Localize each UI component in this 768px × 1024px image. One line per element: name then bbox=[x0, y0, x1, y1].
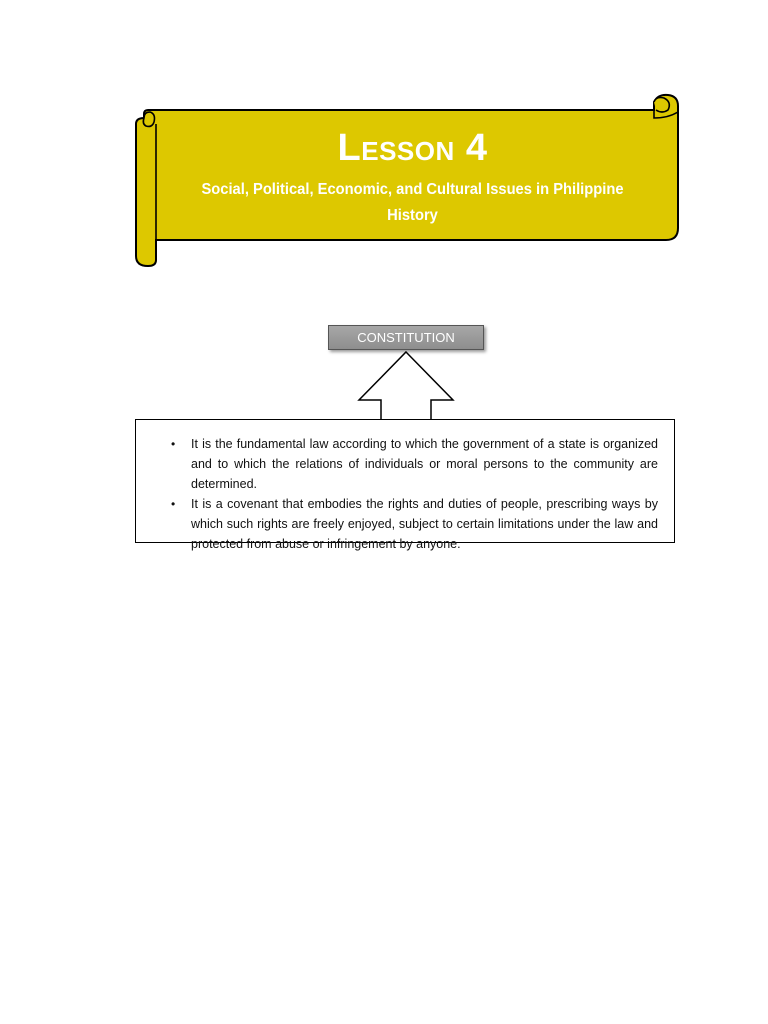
banner-text bbox=[160, 122, 665, 229]
definition-list bbox=[136, 420, 674, 554]
lesson-subtitle: Social, Political, Economic, and Cultural Issues in Philippine History bbox=[201, 181, 624, 224]
lesson-number: 4 bbox=[465, 127, 488, 169]
concept-label: CONSTITUTION bbox=[328, 325, 484, 350]
lesson-title-rest: ESSON bbox=[361, 136, 455, 166]
definition-item bbox=[171, 434, 658, 494]
lesson-title-initial: L bbox=[337, 127, 362, 169]
scroll-left-curl bbox=[143, 112, 154, 127]
lesson-title bbox=[160, 122, 665, 177]
definition-box bbox=[135, 419, 675, 551]
definition-text: It is the fundamental law according to which the government of a state is organized and to which the relations of individuals or moral persons to the community are determined. bbox=[191, 437, 658, 491]
bullet-icon: • bbox=[171, 437, 176, 451]
bullet-icon: • bbox=[171, 497, 176, 511]
scroll-right-curl bbox=[654, 98, 669, 113]
up-arrow-icon bbox=[355, 350, 457, 422]
definition-item bbox=[171, 494, 658, 554]
definition-text: It is a covenant that embodies the rights and duties of people, prescribing ways by which such rights are freely enjoyed, subject to certain limitations under the law and protected from abuse or infringement by anyone. bbox=[191, 497, 658, 551]
